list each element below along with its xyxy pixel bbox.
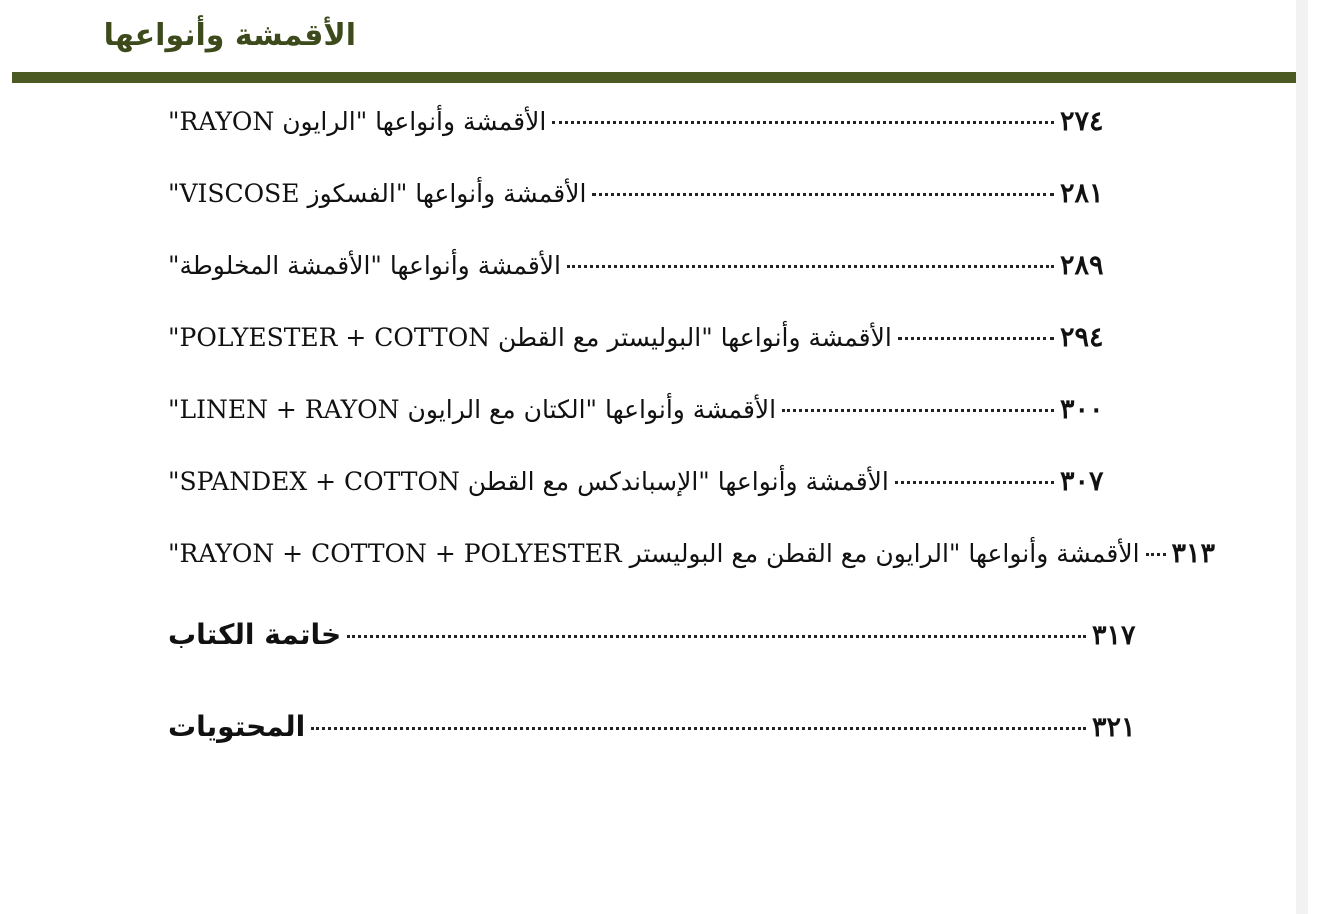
dot-leader — [782, 409, 1054, 412]
dot-leader — [898, 337, 1054, 340]
toc-entry-book-conclusion[interactable] — [162, 610, 1172, 702]
toc-page-number: ٢٨٩ — [1060, 250, 1104, 281]
toc-entry-label: الأقمشة وأنواعها "الإسباندكس مع القطن SPANDEX + COTTON" — [168, 467, 889, 496]
toc-entry-label: الأقمشة وأنواعها "الفسكوز VISCOSE" — [168, 179, 587, 208]
page-edge — [1296, 0, 1308, 914]
dot-leader — [1146, 553, 1166, 556]
page-header — [12, 0, 1308, 84]
toc-page-number: ٢٨١ — [1060, 178, 1104, 209]
toc-entry-spandex-cotton[interactable] — [162, 466, 1172, 538]
toc-entry-label: الأقمشة وأنواعها "الكتان مع الرايون LINEN + RAYON" — [168, 395, 777, 424]
toc-main-entry-label: خاتمة الكتاب — [168, 618, 342, 651]
dot-leader — [347, 635, 1086, 638]
toc-main-entry-label: المحتويات — [168, 710, 306, 743]
toc-entry-polyester-cotton[interactable] — [162, 322, 1172, 394]
toc-entry-label: الأقمشة وأنواعها "البوليستر مع القطن POLYESTER + COTTON" — [168, 323, 892, 352]
toc-entry-label: الأقمشة وأنواعها "الأقمشة المخلوطة" — [168, 251, 562, 280]
toc-entry-linen-rayon[interactable] — [162, 394, 1172, 466]
toc-entry-contents[interactable] — [162, 702, 1172, 794]
header-rule — [12, 72, 1300, 83]
toc-page-number: ٣١٧ — [1092, 620, 1136, 651]
toc-page-number: ٣١٣ — [1171, 538, 1216, 569]
toc-entry-label: الأقمشة وأنواعها "الرايون مع القطن مع البوليستر RAYON + COTTON + POLYESTER" — [168, 539, 1140, 568]
running-title: الأقمشة وأنواعها — [103, 18, 356, 53]
toc-page-number: ٣٢١ — [1092, 712, 1136, 743]
dot-leader — [567, 265, 1054, 268]
toc-entry-label: الأقمشة وأنواعها "الرايون RAYON" — [168, 107, 547, 136]
toc-entry-viscose[interactable] — [162, 178, 1172, 250]
toc-page-number: ٢٧٤ — [1060, 106, 1104, 137]
dot-leader — [552, 121, 1054, 124]
dot-leader — [895, 481, 1054, 484]
dot-leader — [592, 193, 1054, 196]
table-of-contents — [162, 106, 1216, 794]
toc-entry-rayon[interactable] — [162, 106, 1172, 178]
toc-page-number: ٣٠٧ — [1060, 466, 1104, 497]
toc-page-number: ٣٠٠ — [1060, 394, 1104, 425]
toc-entry-rayon-cotton-polyester[interactable] — [162, 538, 1216, 610]
toc-entry-blended-fabrics[interactable] — [162, 250, 1172, 322]
dot-leader — [311, 727, 1086, 730]
toc-page-number: ٢٩٤ — [1060, 322, 1104, 353]
document-page — [12, 0, 1308, 914]
